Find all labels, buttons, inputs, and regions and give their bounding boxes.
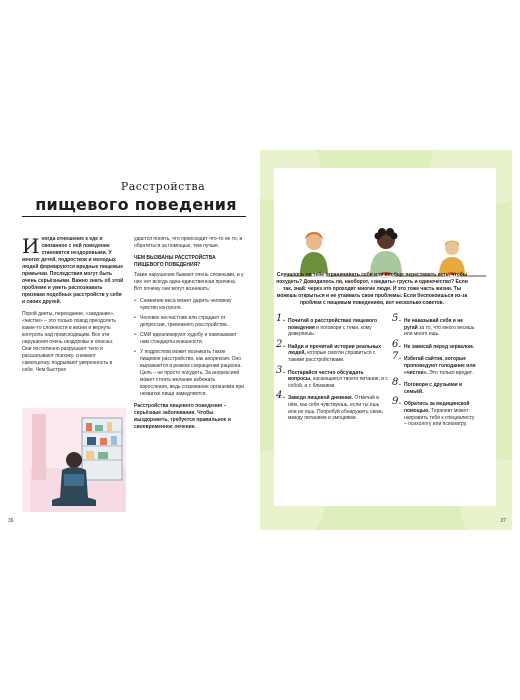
callout-text: Расстройства пищевого поведения – серьёзные заболевания. Чтобы выздороветь, требуется правильное и своевременное лечение. bbox=[134, 403, 231, 430]
tip-item: 5. Не наказывай себя и не ругай за то, что много весишь или много ешь. bbox=[392, 313, 475, 338]
tip-item: 3. Постарайся честно обсуждать вопросы, касающиеся твоего питания, и с собой, и с близкими. bbox=[276, 364, 388, 389]
body-paragraph: удастся понять, что происходит что-то не то, и обратиться за помощью, тем лучше. bbox=[134, 236, 243, 249]
left-page bbox=[8, 150, 260, 530]
tip-item: 1. Почитай о расстройствах пищевого поведения и поговори с теми, кому доверяешь. bbox=[276, 313, 378, 338]
list-item: • У подростков может возникать такое пищевое расстройство, как анорексия. Оно выражается в резком сокращении рациона. Цель – не просто похудеть. За анорексией может стоять желание избежать взросления, ведь созревание организма при нехватке пищи замедляется. bbox=[134, 349, 244, 398]
intro-text: Случалось ли тебе ограничивать себя или вообще переставать есть, чтобы похудеть? Доводилось ли, наоборот, «заедать» грусть и одиночество? Если так, знай: через это проходят многие люди. И это тоже часть жизни. Ты можешь открыться и не утаивать свои проблемы. Если беспокоишься из-за проблем с пищевым поведением, вот несколько советов. bbox=[276, 272, 468, 306]
right-page bbox=[260, 150, 512, 530]
list-item: • Человек несчастлив или страдает от депрессии, тревожного расстройства. bbox=[134, 315, 244, 329]
tip-item: 7. Избегай сайтов, которые проповедуют голодание или «чистки». Это только вредит. bbox=[392, 351, 476, 376]
list-item: • Снижение веса может дарить человеку чувство контроля. bbox=[134, 298, 244, 312]
tip-item: 9. Обратись за медицинской помощью. Терапевт может направить тебя к специалисту – психологу или психиатру. bbox=[392, 396, 475, 428]
body-paragraph: Такие нарушения бывают очень сложными, и у них нет всегда одна-единственная причина. Вот почему они могут возникать: bbox=[134, 272, 244, 292]
left-column-2 bbox=[134, 236, 244, 431]
list-item: • СМИ идеализируют худобу и навязывают нам стандарты внешности. bbox=[134, 332, 244, 346]
tips-list-right bbox=[392, 313, 478, 434]
tip-item: 6. Не зависай перед зеркалом. bbox=[392, 338, 475, 350]
page-number-left: 36 bbox=[8, 518, 14, 524]
tip-item: 8. Поговори с друзьями и семьёй. bbox=[392, 377, 463, 395]
tip-item: 4. Заведи пищевой дневник. Отмечай в нём, как себя чувствуешь, если ты ешь или не ешь. Попробуй обнаружить связь между питанием и эмоциями. bbox=[276, 390, 383, 422]
tip-item: 2. Найди и прочитай истории реальных людей, которые смогли справиться с такими расстройствами. bbox=[276, 338, 382, 363]
tips-list-left bbox=[276, 313, 388, 428]
title-underline bbox=[22, 216, 246, 217]
title-top: Расстройства bbox=[120, 180, 206, 193]
body-paragraph: Порой диеты, переедание, «заедание», «чистки» – это только повод преодолеть какие-то сложности в жизни и вернуть контроль над происходящим. Все эти нарушения очень нездоровы и опасны. Они постепенно разрушают тело и расшатывают психику, снижают самооценку, подрывают уверенность в себе. Чем быстрее bbox=[22, 311, 116, 373]
drop-cap: И bbox=[22, 234, 40, 258]
book-spread bbox=[8, 150, 512, 530]
left-column-1 bbox=[22, 236, 124, 379]
lead-paragraph: ногда отношение к еде и связанное с ней поведение становятся нездоровыми. У многих детей, подростков и молодых людей формируются вредные пищевые привычки. Последствия могут быть очень серьёзными. Важно знать об этой проблеме и уметь распознавать признаки подобных расстройств у себя и своих друзей. bbox=[22, 236, 124, 305]
girl-at-fridge-illustration bbox=[22, 408, 126, 512]
page-number-right: 37 bbox=[500, 518, 506, 524]
subheading: ЧЕМ ВЫЗВАНЫ РАССТРОЙСТВА ПИЩЕВОГО ПОВЕДЕНИЯ? bbox=[134, 255, 216, 268]
page-title: пищевого поведения bbox=[35, 195, 237, 214]
